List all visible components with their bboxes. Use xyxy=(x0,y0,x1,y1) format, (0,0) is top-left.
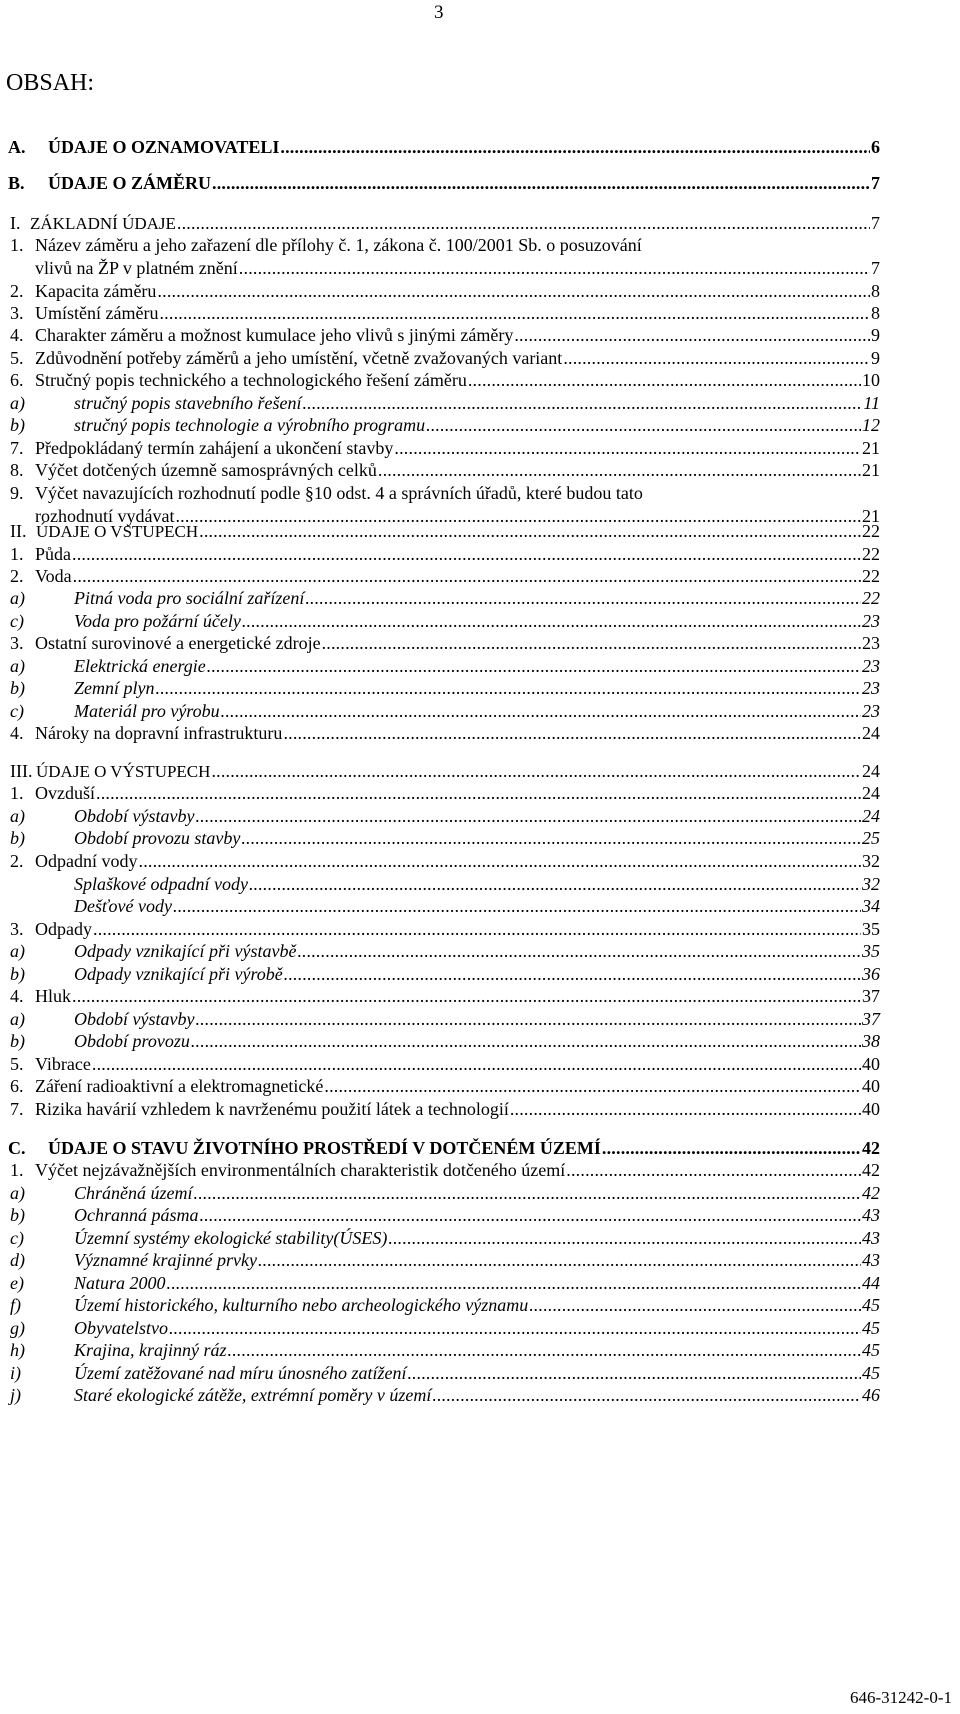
toc-entry-number: 4. xyxy=(10,723,24,743)
toc-entry-number: b) xyxy=(10,964,25,984)
toc-entry-number: b) xyxy=(10,1031,25,1051)
toc-entry-number: a) xyxy=(10,393,25,413)
toc-leader-dots xyxy=(283,720,861,746)
toc-entry-page: 22 xyxy=(862,521,880,541)
toc-entry-number: A. xyxy=(8,137,26,157)
toc-entry[interactable] xyxy=(10,1382,880,1408)
toc-entry-number: 2. xyxy=(10,566,24,586)
toc-entry-title: stručný popis stavebního řešení xyxy=(74,393,302,413)
toc-entry-title: ÚDAJE O VSTUPECH xyxy=(36,522,199,541)
toc-entry-title: Kapacita záměru xyxy=(35,281,157,301)
toc-entry-number: c) xyxy=(10,1228,24,1248)
toc-entry-page: 21 xyxy=(862,506,880,526)
toc-entry-page: 43 xyxy=(862,1250,880,1270)
toc-entry-title: Vibrace xyxy=(35,1054,91,1074)
toc-entry-page: 7 xyxy=(871,173,880,193)
toc-entry-title: Ochranná pásma xyxy=(74,1205,199,1225)
toc-entry-number: 6. xyxy=(10,370,24,390)
toc-entry-page: 43 xyxy=(862,1205,880,1225)
page-title: OBSAH: xyxy=(6,70,95,96)
toc-entry-number: I. xyxy=(10,213,21,233)
toc-entry-page: 22 xyxy=(862,588,880,608)
page-number: 3 xyxy=(434,2,444,23)
toc-entry-number: II. xyxy=(10,521,27,541)
toc-entry-page: 45 xyxy=(862,1318,880,1338)
toc-entry-title: Elektrická energie xyxy=(74,656,206,676)
toc-entry-title: stručný popis technologie a výrobního programu xyxy=(74,415,426,435)
toc-entry-number: B. xyxy=(8,173,25,193)
toc-entry-page: 24 xyxy=(862,783,880,803)
toc-entry[interactable] xyxy=(10,1096,880,1122)
toc-entry-title: Charakter záměru a možnost kumulace jeho vlivů s jinými záměry xyxy=(35,325,514,345)
toc-entry-number: h) xyxy=(10,1340,25,1360)
toc-entry-page: 37 xyxy=(862,986,880,1006)
toc-entry-page: 34 xyxy=(862,896,880,916)
toc-entry[interactable] xyxy=(8,134,880,160)
toc-entry-number: d) xyxy=(10,1250,25,1270)
toc-entry-page: 44 xyxy=(862,1273,880,1293)
toc-entry-title: Pitná voda pro sociální zařízení xyxy=(74,588,305,608)
toc-entry-title: Voda xyxy=(35,566,72,586)
toc-entry-number: a) xyxy=(10,1009,25,1029)
toc-entry-number: c) xyxy=(10,611,24,631)
toc-entry-title: Ovzduší xyxy=(35,783,95,803)
toc-entry-page: 11 xyxy=(863,393,880,413)
toc-entry-title: Stručný popis technického a technologického řešení záměru xyxy=(35,370,467,390)
toc-entry-number: 4. xyxy=(10,986,24,1006)
toc-entry-page: 35 xyxy=(862,919,880,939)
toc-entry-page: 12 xyxy=(862,415,880,435)
toc-entry-page: 42 xyxy=(862,1138,880,1158)
toc-entry-number: 9. xyxy=(10,483,24,503)
toc-entry-title: Umístění záměru xyxy=(35,303,159,323)
toc-entry-number: 1. xyxy=(10,544,24,564)
toc-entry-page: 10 xyxy=(862,370,880,390)
toc-entry-title: Staré ekologické zátěže, extrémní poměry v území xyxy=(74,1385,432,1405)
toc-entry-page: 23 xyxy=(862,656,880,676)
toc-entry-page: 40 xyxy=(862,1076,880,1096)
toc-entry-title: Územní systémy ekologické stability(ÚSES) xyxy=(74,1228,388,1248)
toc-entry-title: vlivů na ŽP v platném znění xyxy=(35,258,238,278)
toc-entry-number: 3. xyxy=(10,633,24,653)
toc-entry-number: 8. xyxy=(10,460,24,480)
toc-entry-title: Voda pro požární účely xyxy=(74,611,241,631)
toc-entry-title: Odpady vznikající při výstavbě xyxy=(74,941,297,961)
toc-entry-number: a) xyxy=(10,588,25,608)
toc-entry-title: Zdůvodnění potřeby záměrů a jeho umístění, včetně zvažovaných variant xyxy=(35,348,563,368)
toc-entry-number: a) xyxy=(10,941,25,961)
toc-entry-page: 32 xyxy=(862,874,880,894)
toc-entry-number: 7. xyxy=(10,438,24,458)
toc-entry-page: 23 xyxy=(862,678,880,698)
toc-entry-page: 43 xyxy=(862,1228,880,1248)
toc-entry-title: Dešťové vody xyxy=(74,896,172,916)
toc-entry-number: f) xyxy=(10,1295,21,1315)
toc-entry-number: 3. xyxy=(10,303,24,323)
toc-entry-number: 2. xyxy=(10,851,24,871)
toc-entry-title: Území historického, kulturního nebo archeologického významu xyxy=(74,1295,529,1315)
toc-leader-dots xyxy=(212,170,870,196)
toc-entry-title: Nároky na dopravní infrastrukturu xyxy=(35,723,283,743)
toc-entry-page: 36 xyxy=(862,964,880,984)
toc-entry-page: 22 xyxy=(862,566,880,586)
toc-entry-page: 9 xyxy=(871,325,880,345)
toc-entry-page: 7 xyxy=(871,258,880,278)
toc-entry-page: 45 xyxy=(862,1363,880,1383)
toc-entry-title: Natura 2000 xyxy=(74,1273,166,1293)
toc-entry-title: Splaškové odpadní vody xyxy=(74,874,248,894)
toc-entry-number: 5. xyxy=(10,1054,24,1074)
toc-entry-page: 21 xyxy=(862,460,880,480)
toc-entry-title: Odpadní vody xyxy=(35,851,138,871)
document-code: 646-31242-0-1 xyxy=(850,1688,952,1707)
toc-entry-page: 9 xyxy=(871,348,880,368)
toc-entry-number: 1. xyxy=(10,783,24,803)
toc-entry-number: b) xyxy=(10,1205,25,1225)
toc-entry-title: Předpokládaný termín zahájení a ukončení stavby xyxy=(35,438,394,458)
toc-entry-number: 4. xyxy=(10,325,24,345)
toc-entry-page: 35 xyxy=(862,941,880,961)
toc-entry-page: 23 xyxy=(862,701,880,721)
toc-entry-title: Období výstavby xyxy=(74,1009,195,1029)
toc-entry-number: e) xyxy=(10,1273,24,1293)
toc-entry-number: b) xyxy=(10,415,25,435)
toc-entry-title: Záření radioaktivní a elektromagnetické xyxy=(35,1076,324,1096)
toc-entry-title: Významné krajinné prvky xyxy=(74,1250,257,1270)
toc-entry-number: a) xyxy=(10,806,25,826)
toc-entry-page: 24 xyxy=(862,806,880,826)
toc-entry-title: Obyvatelstvo xyxy=(74,1318,168,1338)
toc-entry-title: Rizika havárií vzhledem k navrženému použití látek a technologií xyxy=(35,1099,509,1119)
toc-entry-page: 32 xyxy=(862,851,880,871)
toc-entry-title: Ostatní surovinové a energetické zdroje xyxy=(35,633,321,653)
toc-entry-title: ZÁKLADNÍ ÚDAJE xyxy=(30,214,176,233)
toc-entry-title: rozhodnutí vydávat xyxy=(35,506,175,526)
toc-entry-page: 8 xyxy=(871,281,880,301)
toc-entry-title: Hluk xyxy=(35,986,71,1006)
toc-entry-number: 1. xyxy=(10,1160,24,1180)
toc-entry-number: 3. xyxy=(10,919,24,939)
toc-entry-page: 25 xyxy=(862,828,880,848)
toc-leader-dots xyxy=(280,134,870,160)
toc-entry-page: 38 xyxy=(862,1031,880,1051)
toc-entry-page: 8 xyxy=(871,303,880,323)
toc-entry-title: Chráněná území xyxy=(74,1183,193,1203)
toc-entry-title: ÚDAJE O VÝSTUPECH xyxy=(36,762,211,781)
toc-entry-number: i) xyxy=(10,1363,21,1383)
toc-entry-title: Krajina, krajinný ráz xyxy=(74,1340,227,1360)
toc-entry-page: 7 xyxy=(871,213,880,233)
toc-entry-number: 1. xyxy=(10,235,24,255)
toc-entry-number: 5. xyxy=(10,348,24,368)
toc-entry-title: Období provozu xyxy=(74,1031,190,1051)
toc-entry-title: ÚDAJE O STAVU ŽIVOTNÍHO PROSTŘEDÍ V DOTČENÉM ÚZEMÍ xyxy=(48,1138,601,1158)
toc-entry[interactable] xyxy=(8,170,880,196)
toc-entry-number: 7. xyxy=(10,1099,24,1119)
toc-entry-number: 2. xyxy=(10,281,24,301)
toc-entry-page: 46 xyxy=(862,1385,880,1405)
toc-entry-page: 42 xyxy=(862,1160,880,1180)
toc-entry-number: III. xyxy=(10,761,33,781)
toc-entry-title: ÚDAJE O OZNAMOVATELI xyxy=(48,137,280,157)
toc-entry-page: 24 xyxy=(862,723,880,743)
toc-entry-number: j) xyxy=(10,1385,21,1405)
toc-entry-title: Název záměru a jeho zařazení dle přílohy č. 1, zákona č. 100/2001 Sb. o posuzování xyxy=(35,235,642,255)
toc-entry-title: Období výstavby xyxy=(74,806,195,826)
toc-leader-dots xyxy=(432,1382,861,1408)
toc-entry-number: g) xyxy=(10,1318,25,1338)
toc-entry-page: 23 xyxy=(862,633,880,653)
toc-entry-page: 40 xyxy=(862,1054,880,1074)
toc-entry-title: ÚDAJE O ZÁMĚRU xyxy=(48,173,212,193)
toc-entry-page: 40 xyxy=(862,1099,880,1119)
toc-entry-title: Odpady xyxy=(35,919,92,939)
toc-entry-number: b) xyxy=(10,828,25,848)
toc-entry-number: b) xyxy=(10,678,25,698)
toc-entry-number: c) xyxy=(10,701,24,721)
toc-entry-title: Výčet nejzávažnějších environmentálních charakteristik dotčeného území xyxy=(35,1160,566,1180)
toc-entry-page: 23 xyxy=(862,611,880,631)
toc-entry-title: Odpady vznikající při výrobě xyxy=(74,964,283,984)
toc-entry-number: C. xyxy=(8,1138,26,1158)
toc-entry-page: 45 xyxy=(862,1340,880,1360)
toc-entry-page: 45 xyxy=(862,1295,880,1315)
toc-entry-number: 6. xyxy=(10,1076,24,1096)
toc-entry-page: 42 xyxy=(862,1183,880,1203)
toc-entry-title: Výčet dotčených územně samosprávných celků xyxy=(35,460,377,480)
toc-entry-page: 21 xyxy=(862,438,880,458)
toc-entry-title: Výčet navazujících rozhodnutí podle §10 odst. 4 a správních úřadů, které budou tato xyxy=(35,483,643,503)
toc-entry-title: Území zatěžované nad míru únosného zatížení xyxy=(74,1363,407,1383)
toc-leader-dots xyxy=(510,1096,861,1122)
toc-entry[interactable] xyxy=(10,720,880,746)
toc-entry-number: a) xyxy=(10,656,25,676)
toc-entry-title: Zemní plyn xyxy=(74,678,155,698)
toc-entry-number: a) xyxy=(10,1183,25,1203)
toc-entry-page: 22 xyxy=(862,544,880,564)
toc-entry-page: 6 xyxy=(871,137,880,157)
toc-entry-page: 24 xyxy=(862,761,880,781)
toc-entry-title: Období provozu stavby xyxy=(74,828,241,848)
toc-entry-title: Materiál pro výrobu xyxy=(74,701,220,721)
toc-entry-title: Půda xyxy=(35,544,71,564)
toc-entry-page: 37 xyxy=(862,1009,880,1029)
